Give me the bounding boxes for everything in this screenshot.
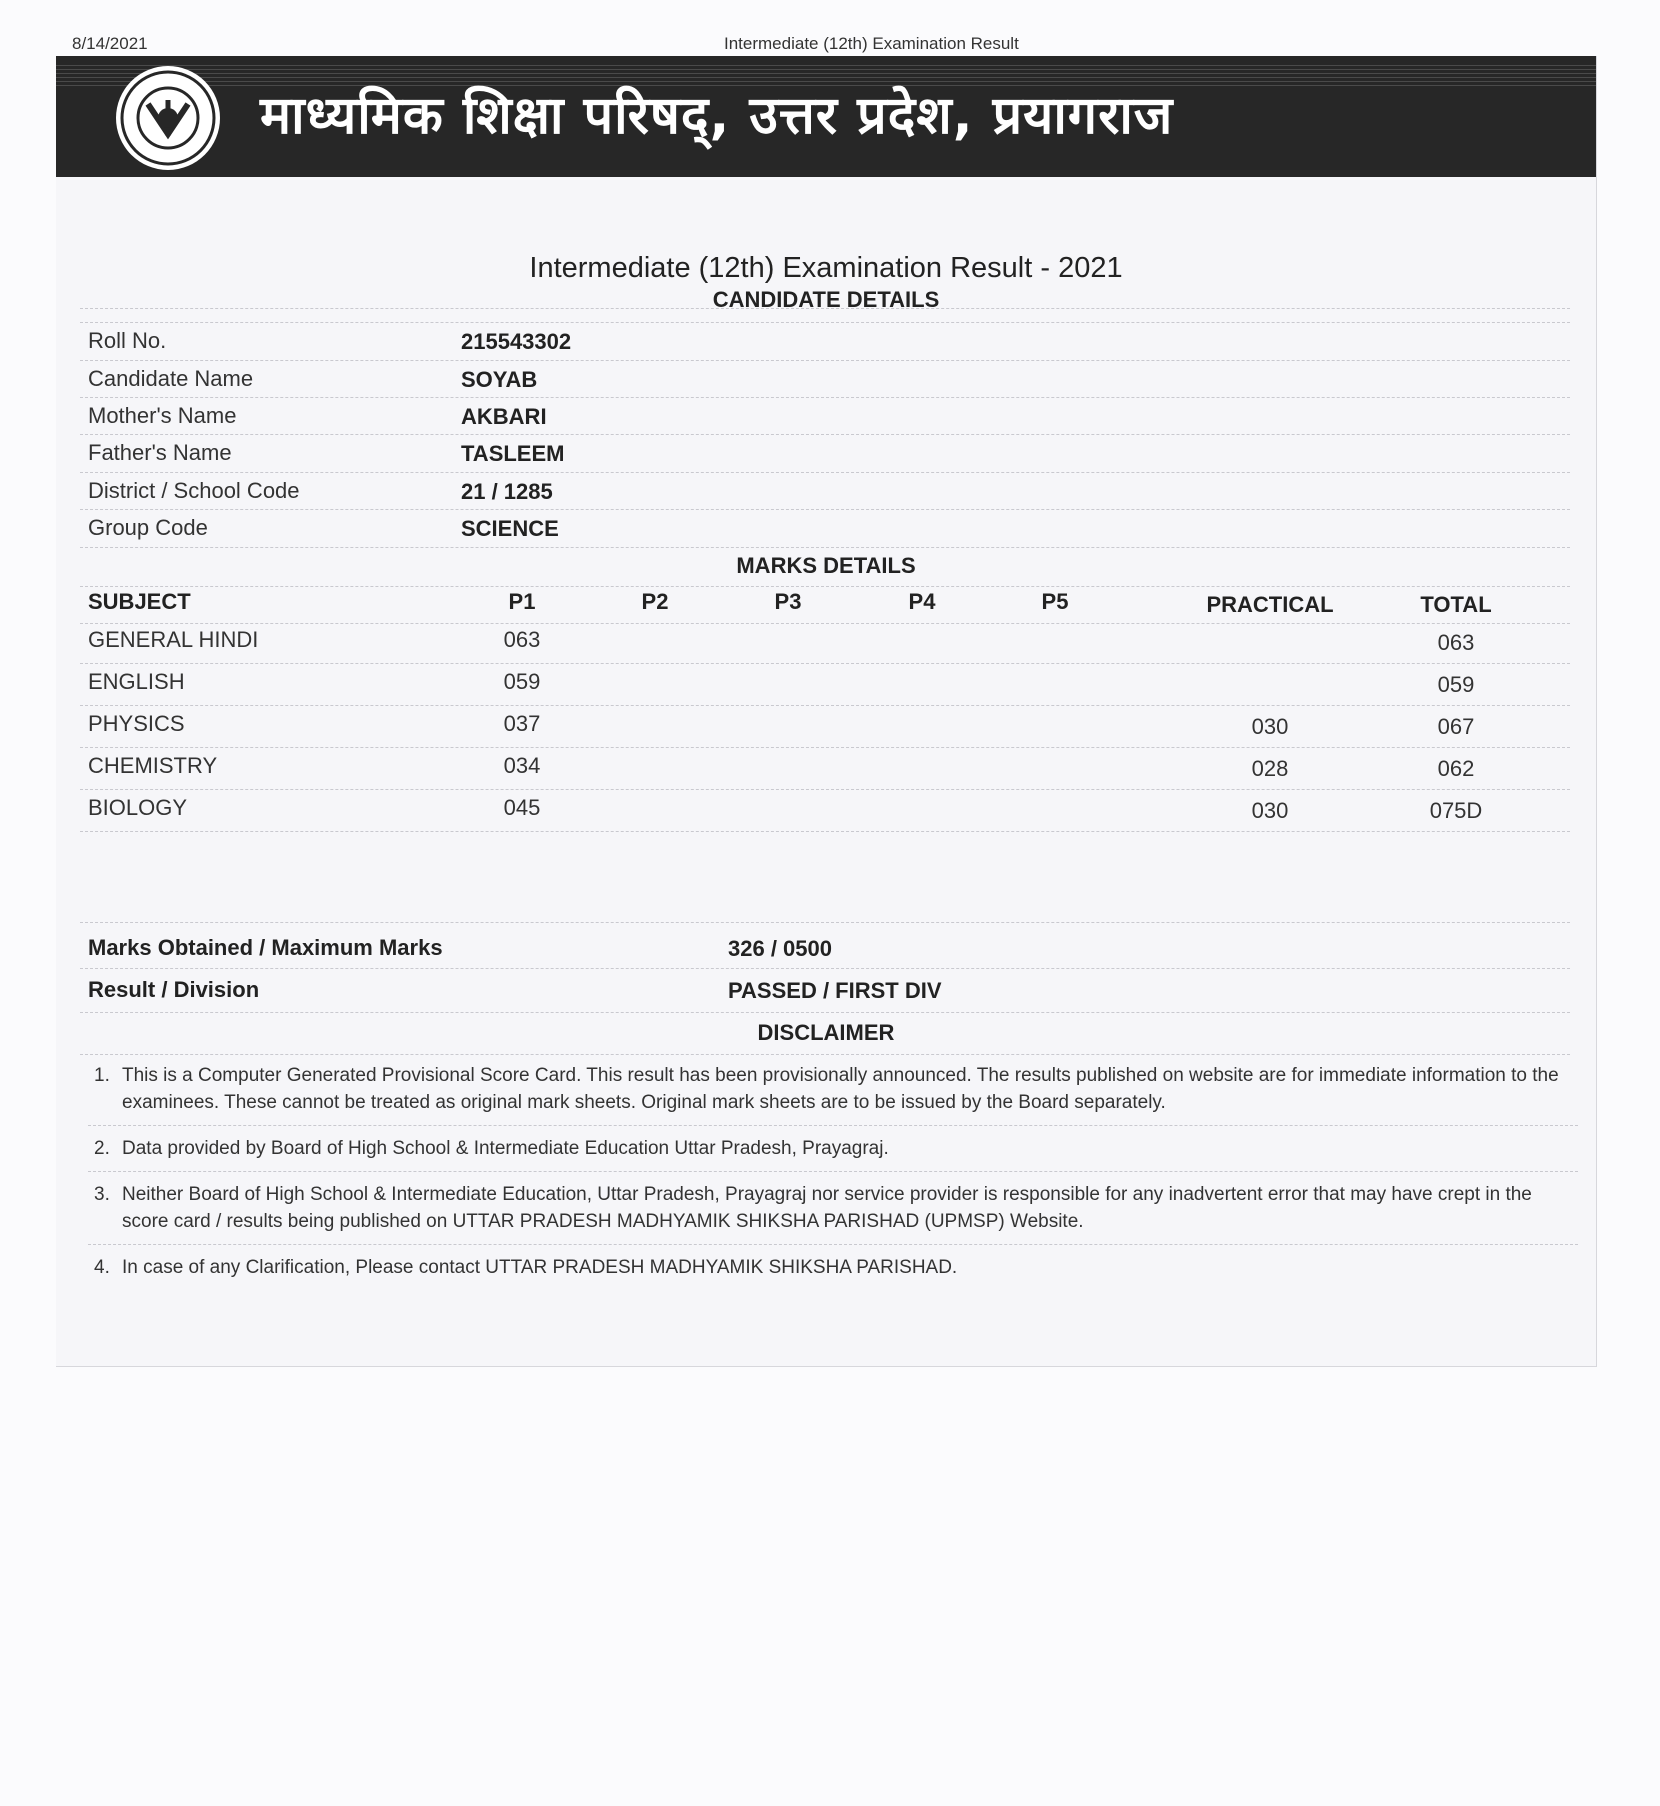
subject-cell: ENGLISH [88, 669, 185, 694]
divider [80, 547, 1570, 548]
divider [80, 705, 1570, 706]
disclaimer-list [88, 1062, 1578, 1299]
disclaimer-item [88, 1181, 1578, 1245]
disclaimer-text: In case of any Clarification, Please contact UTTAR PRADESH MADHYAMIK SHIKSHA PARISHAD. [122, 1257, 958, 1278]
mother-name-value: AKBARI [461, 404, 547, 429]
board-banner [56, 56, 1596, 177]
candidate-name-value: SOYAB [461, 367, 538, 392]
column-header: TOTAL [1420, 592, 1492, 617]
result-division-label: Result / Division [88, 977, 260, 1002]
subject-cell: PHYSICS [88, 711, 185, 736]
disclaimer-text: This is a Computer Generated Provisional Score Card. This result has been provisionally announced. The results published on website are for immediate information to the examinees. These cannot be treated as original mark sheets. Original mark sheets are to be issued by the Board separately. [122, 1065, 1559, 1113]
column-header: P3 [774, 589, 802, 614]
p1-cell: 037 [503, 711, 541, 736]
total-cell: 067 [1437, 714, 1475, 739]
roll-no-value: 215543302 [461, 329, 572, 354]
total-cell: 059 [1437, 672, 1475, 697]
subject-cell: GENERAL HINDI [88, 627, 259, 652]
column-header: P5 [1041, 589, 1069, 614]
roll-no-label: Roll No. [88, 328, 167, 353]
p1-cell: 063 [503, 627, 541, 652]
practical-cell: 030 [1251, 798, 1289, 823]
divider [80, 509, 1570, 510]
marks-obtained-label: Marks Obtained / Maximum Marks [88, 935, 443, 960]
father-name-label: Father's Name [88, 440, 232, 465]
disclaimer-item [88, 1254, 1578, 1290]
subject-cell: CHEMISTRY [88, 753, 218, 778]
divider [80, 789, 1570, 790]
total-cell: 063 [1437, 630, 1475, 655]
divider [80, 397, 1570, 398]
practical-cell: 028 [1251, 756, 1289, 781]
divider [80, 922, 1570, 923]
practical-cell: 030 [1251, 714, 1289, 739]
board-title: माध्यमिक शिक्षा परिषद्, उत्तर प्रदेश, प्रयागराज [260, 86, 1174, 146]
divider [80, 434, 1570, 435]
result-sheet [56, 56, 1597, 1367]
father-name-value: TASLEEM [461, 441, 565, 466]
subject-cell: BIOLOGY [88, 795, 188, 820]
marks-obtained-value: 326 / 0500 [728, 936, 832, 961]
marks-details-heading: MARKS DETAILS [736, 553, 916, 578]
divider [80, 747, 1570, 748]
divider [80, 968, 1570, 969]
total-cell: 075D [1429, 798, 1483, 823]
column-header: P2 [641, 589, 669, 614]
group-code-label: Group Code [88, 515, 208, 540]
disclaimer-text: Data provided by Board of High School & Intermediate Education Uttar Pradesh, Prayagraj. [122, 1138, 889, 1159]
divider [80, 586, 1570, 587]
candidate-name-label: Candidate Name [88, 366, 254, 391]
group-code-value: SCIENCE [461, 516, 559, 541]
disclaimer-number: 3. [94, 1184, 110, 1205]
p1-cell: 059 [503, 669, 541, 694]
divider [80, 322, 1570, 323]
p1-cell: 034 [503, 753, 541, 778]
upmsp-seal-icon [114, 64, 222, 172]
disclaimer-text: Neither Board of High School & Intermediate Education, Uttar Pradesh, Prayagraj nor service provider is responsible for any inadvertent error that may have crept in the score card / results being published on UTTAR PRADESH MADHYAMIK SHIKSHA PARISHAD (UPMSP) Website. [122, 1184, 1532, 1232]
disclaimer-item [88, 1062, 1578, 1126]
column-header: SUBJECT [88, 589, 191, 614]
disclaimer-number: 2. [94, 1138, 110, 1159]
column-header: PRACTICAL [1206, 592, 1334, 617]
divider [80, 1012, 1570, 1013]
candidate-details-heading: CANDIDATE DETAILS [712, 287, 940, 312]
p1-cell: 045 [503, 795, 541, 820]
divider [80, 623, 1570, 624]
total-cell: 062 [1437, 756, 1475, 781]
disclaimer-number: 4. [94, 1257, 110, 1278]
disclaimer-number: 1. [94, 1065, 110, 1086]
divider [80, 472, 1570, 473]
school-code-value: 21 / 1285 [461, 479, 553, 504]
print-date: 8/14/2021 [72, 34, 148, 53]
disclaimer-heading: DISCLAIMER [757, 1020, 895, 1045]
print-header [0, 34, 1660, 56]
divider [80, 831, 1570, 832]
divider [80, 663, 1570, 664]
divider [80, 360, 1570, 361]
column-header: P4 [908, 589, 936, 614]
school-code-label: District / School Code [88, 478, 300, 503]
result-division-value: PASSED / FIRST DIV [728, 978, 942, 1003]
disclaimer-item [88, 1135, 1578, 1172]
exam-title: Intermediate (12th) Examination Result - 2021 [529, 252, 1123, 284]
divider [80, 1054, 1570, 1055]
mother-name-label: Mother's Name [88, 403, 237, 428]
print-title: Intermediate (12th) Examination Result [724, 34, 1019, 53]
column-header: P1 [508, 589, 536, 614]
